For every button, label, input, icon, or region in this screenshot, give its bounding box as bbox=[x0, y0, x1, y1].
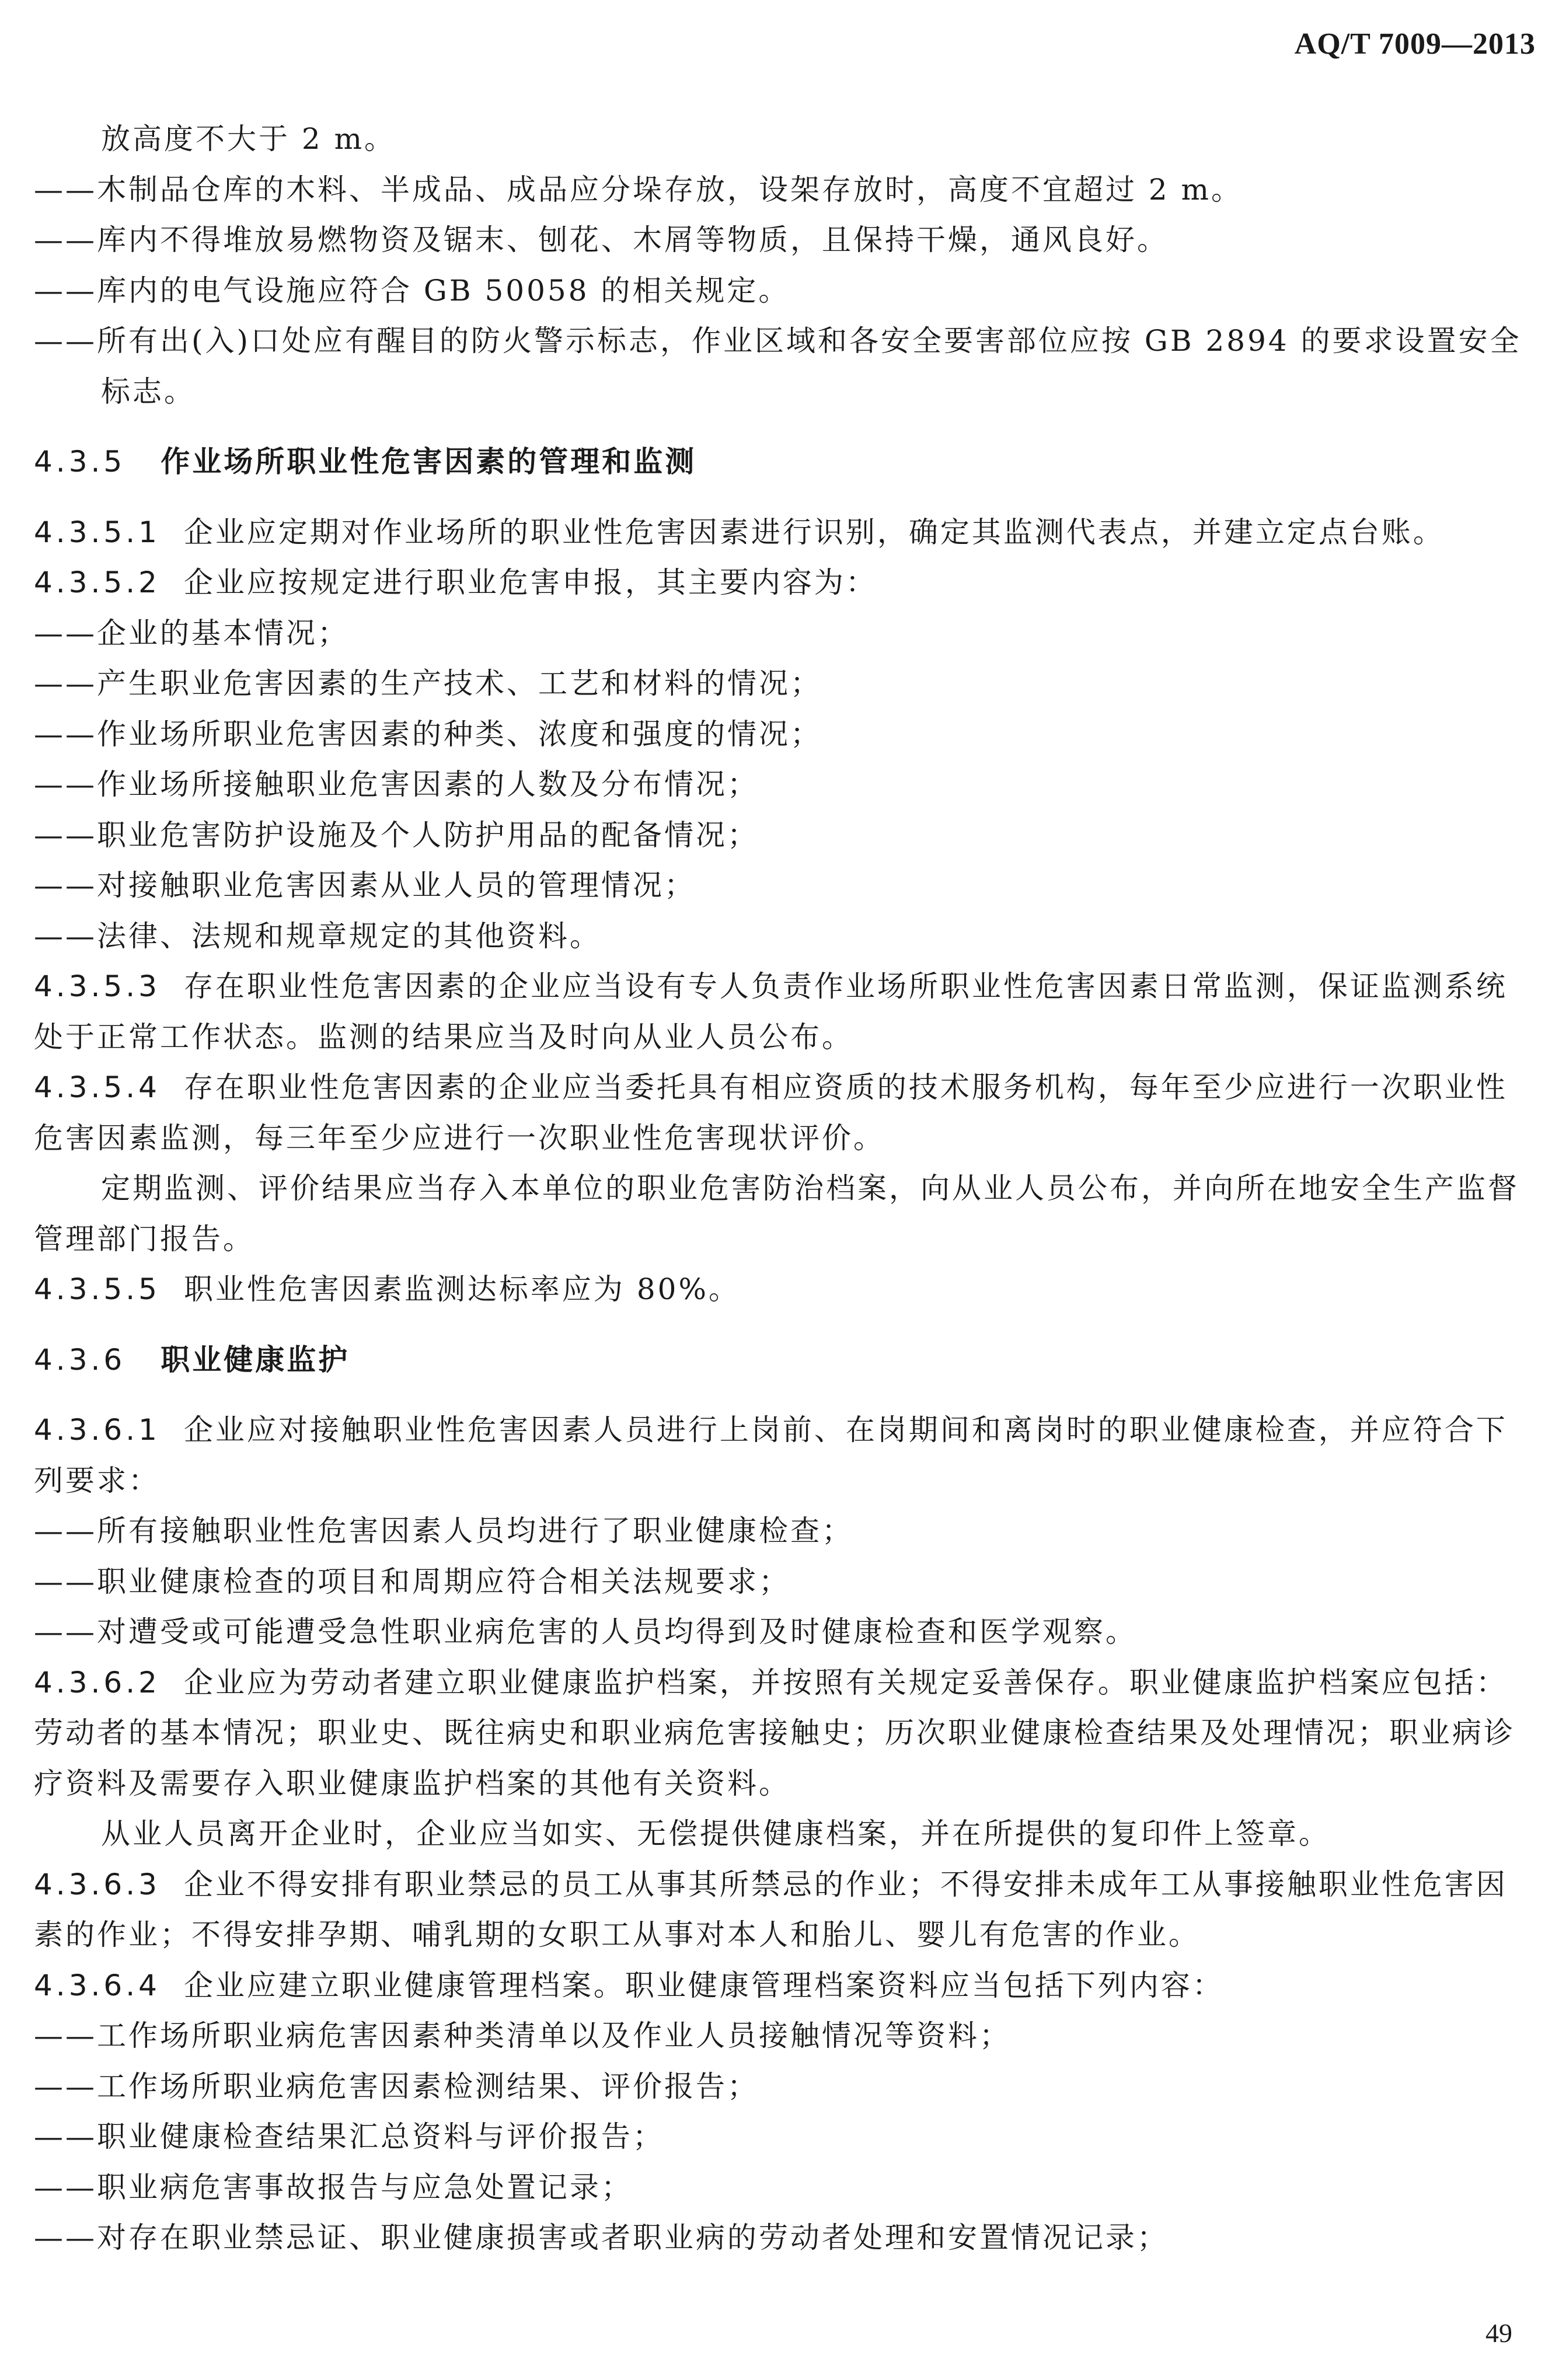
page-number: 49 bbox=[1485, 2318, 1512, 2348]
section-heading-4-3-5 bbox=[34, 437, 1528, 487]
list-item: ——职业危害防护设施及个人防护用品的配备情况； bbox=[34, 818, 759, 852]
list-item: ——工作场所职业病危害因素种类清单以及作业人员接触情况等资料； bbox=[34, 2019, 1011, 2053]
list-item: ——企业的基本情况； bbox=[34, 616, 349, 650]
section-title: 职业健康监护 bbox=[161, 1342, 350, 1377]
section-heading-4-3-6 bbox=[34, 1335, 1528, 1386]
list-item: ——库内的电气设施应符合 GB 50058 的相关规定。 bbox=[34, 273, 790, 308]
list-item: ——木制品仓库的木料、半成品、成品应分垛存放，设架存放时，高度不宜超过 2 m。 bbox=[34, 172, 1243, 207]
document-body bbox=[34, 114, 1528, 2263]
clause-text: 企业不得安排有职业禁忌的员工从事其所禁忌的作业；不得安排未成年工从事接触职业性危害因素的作业；不得安排孕期、哺乳期的女职工从事对本人和胎儿、婴儿有危害的作业。 bbox=[34, 1867, 1508, 1952]
list-item: ——所有出(入)口处应有醒目的防火警示标志，作业区域和各安全要害部位应按 GB 2894 的要求设置安全标志。 bbox=[34, 324, 1522, 409]
list-item: ——职业病危害事故报告与应急处置记录； bbox=[34, 2170, 633, 2204]
list-item: ——对存在职业禁忌证、职业健康损害或者职业病的劳动者处理和安置情况记录； bbox=[34, 2221, 1169, 2255]
list-item: ——对遭受或可能遭受急性职业病危害的人员均得到及时健康检查和医学观察。 bbox=[34, 1615, 1137, 1649]
clause-number: 4.3.5.3 bbox=[34, 969, 161, 1003]
clause-number: 4.3.6.1 bbox=[34, 1413, 161, 1447]
list-item: ——职业健康检查结果汇总资料与评价报告； bbox=[34, 2120, 664, 2154]
clause-4-3-6-2 bbox=[34, 1657, 1528, 1809]
document-code: AQ/T 7009—2013 bbox=[1294, 27, 1536, 61]
clause-text: 存在职业性危害因素的企业应当委托具有相应资质的技术服务机构，每年至少应进行一次职业性危害因素监测，每三年至少应进行一次职业性危害现状评价。 bbox=[34, 1070, 1508, 1155]
clause-text: 存在职业性危害因素的企业应当设有专人负责作业场所职业性危害因素日常监测，保证监测系统处于正常工作状态。监测的结果应当及时向从业人员公布。 bbox=[34, 969, 1508, 1054]
clause-4-3-5-5 bbox=[34, 1264, 1528, 1315]
list-item: ——工作场所职业病危害因素检测结果、评价报告； bbox=[34, 2069, 759, 2103]
list-item: ——职业健康检查的项目和周期应符合相关法规要求； bbox=[34, 1564, 790, 1599]
clause-4-3-5-2 bbox=[34, 557, 1528, 608]
clause-4-3-6-1 bbox=[34, 1405, 1528, 1506]
paragraph: 定期监测、评价结果应当存入本单位的职业危害防治档案，向从业人员公布，并向所在地安全生产监督管理部门报告。 bbox=[34, 1171, 1519, 1256]
clause-number: 4.3.5.2 bbox=[34, 566, 161, 599]
clause-4-3-5-1 bbox=[34, 507, 1528, 558]
clause-4-3-5-3 bbox=[34, 961, 1528, 1062]
paragraph: 从业人员离开企业时，企业应当如实、无偿提供健康档案，并在所提供的复印件上签章。 bbox=[101, 1817, 1330, 1851]
clause-number: 4.3.6.2 bbox=[34, 1665, 161, 1699]
clause-number: 4.3.6.3 bbox=[34, 1867, 161, 1901]
clause-text: 职业性危害因素监测达标率应为 80%。 bbox=[183, 1272, 740, 1306]
list-item: ——所有接触职业性危害因素人员均进行了职业健康检查； bbox=[34, 1514, 853, 1548]
section-number: 4.3.6 bbox=[34, 1342, 126, 1377]
clause-text: 企业应为劳动者建立职业健康监护档案，并按照有关规定妥善保存。职业健康监护档案应包括：劳动者的基本情况；职业史、既往病史和职业病危害接触史；历次职业健康检查结果及处理情况；职业病诊疗资料及需要存入职业健康监护档案的其他有关资料。 bbox=[34, 1665, 1515, 1800]
clause-4-3-6-4 bbox=[34, 1960, 1528, 2011]
clause-number: 4.3.5.1 bbox=[34, 515, 161, 549]
list-item: ——产生职业危害因素的生产技术、工艺和材料的情况； bbox=[34, 666, 822, 700]
clause-number: 4.3.5.5 bbox=[34, 1272, 161, 1306]
clause-text: 企业应对接触职业性危害因素人员进行上岗前、在岗期间和离岗时的职业健康检查，并应符合下列要求： bbox=[34, 1413, 1508, 1498]
list-item: ——法律、法规和规章规定的其他资料。 bbox=[34, 919, 601, 953]
clause-text: 企业应建立职业健康管理档案。职业健康管理档案资料应当包括下列内容： bbox=[183, 1968, 1224, 2002]
clause-4-3-5-4 bbox=[34, 1062, 1528, 1163]
clause-number: 4.3.5.4 bbox=[34, 1070, 161, 1104]
list-item: ——对接触职业危害因素从业人员的管理情况； bbox=[34, 868, 696, 902]
section-title: 作业场所职业性危害因素的管理和监测 bbox=[161, 445, 697, 479]
list-item: ——作业场所接触职业危害因素的人数及分布情况； bbox=[34, 767, 759, 801]
list-item: ——库内不得堆放易燃物资及锯末、刨花、木屑等物质，且保持干燥，通风良好。 bbox=[34, 223, 1169, 257]
clause-text: 企业应按规定进行职业危害申报，其主要内容为： bbox=[183, 566, 877, 599]
list-item-continuation: 放高度不大于 2 m。 bbox=[101, 122, 396, 156]
clause-4-3-6-3 bbox=[34, 1859, 1528, 1960]
clause-number: 4.3.6.4 bbox=[34, 1968, 161, 2002]
clause-text: 企业应定期对作业场所的职业性危害因素进行识别，确定其监测代表点，并建立定点台账。 bbox=[183, 515, 1445, 549]
list-item: ——作业场所职业危害因素的种类、浓度和强度的情况； bbox=[34, 717, 822, 751]
section-number: 4.3.5 bbox=[34, 445, 126, 479]
